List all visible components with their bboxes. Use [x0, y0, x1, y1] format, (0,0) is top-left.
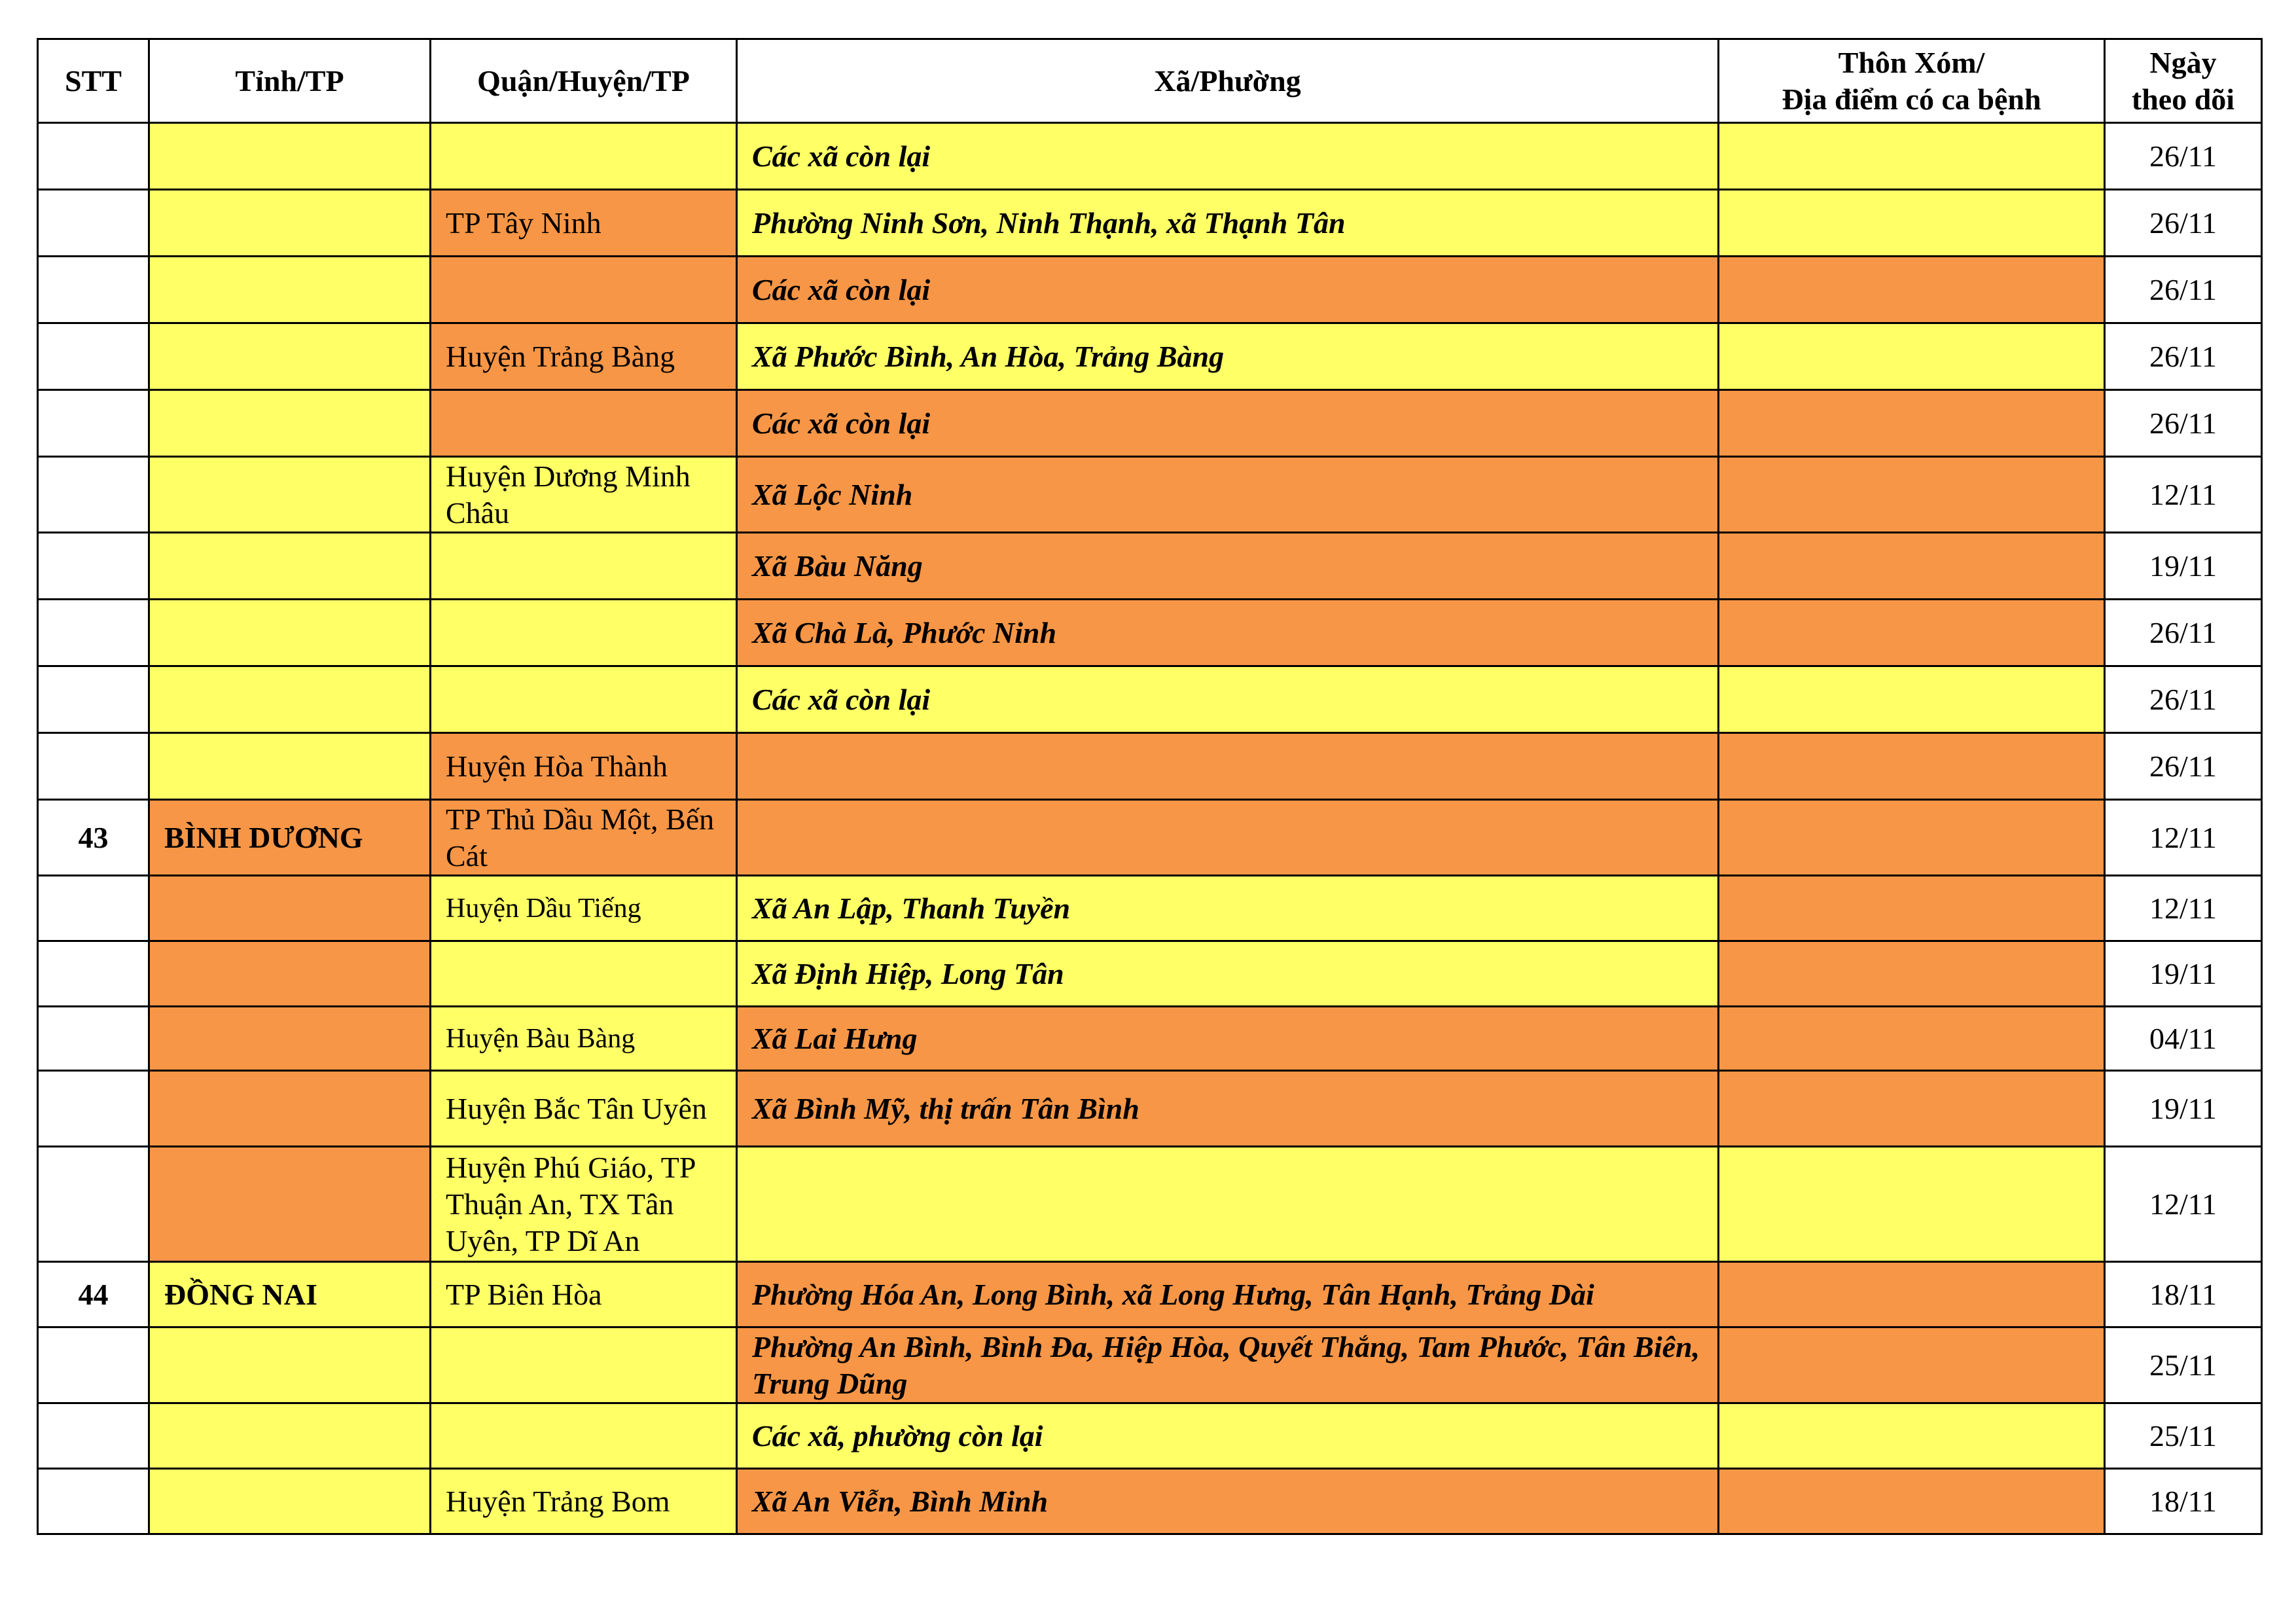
cell-hamlet — [1719, 457, 2105, 533]
cell-ward: Các xã còn lại — [737, 390, 1719, 457]
cell-province — [149, 390, 431, 457]
cell-hamlet — [1719, 1262, 2105, 1327]
cell-ward: Xã Chà Là, Phước Ninh — [737, 600, 1719, 666]
cell-province — [149, 1147, 431, 1262]
cell-province — [149, 533, 431, 600]
cell-stt: 43 — [38, 800, 149, 876]
table-body — [38, 123, 2262, 1534]
table-row — [38, 1403, 2262, 1469]
cell-date: 26/11 — [2105, 323, 2262, 390]
cell-hamlet — [1719, 941, 2105, 1007]
cell-province — [149, 1007, 431, 1071]
header-ward: Xã/Phường — [737, 39, 1719, 123]
cell-district — [431, 666, 737, 733]
cell-date: 26/11 — [2105, 600, 2262, 666]
cell-ward: Xã An Lập, Thanh Tuyền — [737, 876, 1719, 941]
cell-hamlet — [1719, 390, 2105, 457]
header-province: Tỉnh/TP — [149, 39, 431, 123]
cell-stt: 44 — [38, 1262, 149, 1327]
cell-date: 26/11 — [2105, 390, 2262, 457]
cell-province — [149, 123, 431, 190]
cell-date: 25/11 — [2105, 1327, 2262, 1403]
cell-hamlet — [1719, 1147, 2105, 1262]
cell-ward: Xã Lộc Ninh — [737, 457, 1719, 533]
table-row — [38, 1147, 2262, 1262]
cell-date: 19/11 — [2105, 533, 2262, 600]
cell-hamlet — [1719, 1007, 2105, 1071]
document-page — [37, 38, 2261, 1535]
header-date-line1: Ngày — [2149, 45, 2217, 79]
cell-province — [149, 257, 431, 323]
cell-date: 26/11 — [2105, 733, 2262, 800]
header-hamlet-line2: Địa điểm có ca bệnh — [1782, 82, 2041, 116]
table-row — [38, 1469, 2262, 1534]
cell-date: 25/11 — [2105, 1403, 2262, 1469]
cell-ward: Các xã còn lại — [737, 257, 1719, 323]
cell-stt — [38, 733, 149, 800]
cell-province — [149, 190, 431, 257]
cell-date: 26/11 — [2105, 257, 2262, 323]
table-row — [38, 1262, 2262, 1327]
cell-date: 19/11 — [2105, 1071, 2262, 1147]
header-hamlet — [1719, 39, 2105, 123]
cell-district: Huyện Bàu Bàng — [431, 1007, 737, 1071]
cell-date: 19/11 — [2105, 941, 2262, 1007]
cell-province — [149, 323, 431, 390]
cell-ward: Các xã, phường còn lại — [737, 1403, 1719, 1469]
cell-ward: Xã An Viễn, Bình Minh — [737, 1469, 1719, 1534]
cell-hamlet — [1719, 323, 2105, 390]
cell-hamlet — [1719, 1071, 2105, 1147]
cell-province — [149, 733, 431, 800]
cell-hamlet — [1719, 600, 2105, 666]
table-row — [38, 666, 2262, 733]
cell-district: TP Thủ Dầu Một, Bến Cát — [431, 800, 737, 876]
cell-district: TP Tây Ninh — [431, 190, 737, 257]
cell-district — [431, 390, 737, 457]
cell-district — [431, 257, 737, 323]
cell-district: Huyện Dương Minh Châu — [431, 457, 737, 533]
cell-district: Huyện Phú Giáo, TP Thuận An, TX Tân Uyên, TP Dĩ An — [431, 1147, 737, 1262]
cell-ward: Xã Định Hiệp, Long Tân — [737, 941, 1719, 1007]
cell-ward: Các xã còn lại — [737, 123, 1719, 190]
table-row — [38, 600, 2262, 666]
cell-ward: Các xã còn lại — [737, 666, 1719, 733]
header-stt: STT — [38, 39, 149, 123]
cell-district: Huyện Trảng Bàng — [431, 323, 737, 390]
cell-ward — [737, 800, 1719, 876]
cell-date: 26/11 — [2105, 123, 2262, 190]
cell-district: TP Biên Hòa — [431, 1262, 737, 1327]
cell-stt — [38, 941, 149, 1007]
cell-stt — [38, 1469, 149, 1534]
header-district: Quận/Huyện/TP — [431, 39, 737, 123]
header-hamlet-line1: Thôn Xóm/ — [1838, 45, 1985, 79]
cell-date: 12/11 — [2105, 800, 2262, 876]
cell-date: 18/11 — [2105, 1262, 2262, 1327]
cell-district: Huyện Dầu Tiếng — [431, 876, 737, 941]
cell-hamlet — [1719, 733, 2105, 800]
cell-hamlet — [1719, 123, 2105, 190]
cell-hamlet — [1719, 666, 2105, 733]
table-row — [38, 457, 2262, 533]
cell-district — [431, 941, 737, 1007]
cell-district — [431, 1327, 737, 1403]
cell-stt — [38, 1327, 149, 1403]
table-row — [38, 257, 2262, 323]
table-row — [38, 733, 2262, 800]
cell-district — [431, 123, 737, 190]
cell-ward — [737, 1147, 1719, 1262]
cell-province — [149, 1327, 431, 1403]
cell-hamlet — [1719, 190, 2105, 257]
cell-district: Huyện Hòa Thành — [431, 733, 737, 800]
cell-ward: Xã Lai Hưng — [737, 1007, 1719, 1071]
cell-district — [431, 600, 737, 666]
cell-stt — [38, 190, 149, 257]
cell-stt — [38, 600, 149, 666]
cell-stt — [38, 457, 149, 533]
cell-hamlet — [1719, 1403, 2105, 1469]
cell-province — [149, 1469, 431, 1534]
cell-hamlet — [1719, 257, 2105, 323]
cell-province — [149, 457, 431, 533]
cell-date: 12/11 — [2105, 876, 2262, 941]
table-header-row — [38, 39, 2262, 123]
cell-stt — [38, 666, 149, 733]
cell-hamlet — [1719, 1327, 2105, 1403]
header-date-line2: theo dõi — [2131, 82, 2235, 116]
cell-date: 26/11 — [2105, 666, 2262, 733]
cell-district: Huyện Trảng Bom — [431, 1469, 737, 1534]
cell-stt — [38, 533, 149, 600]
cell-stt — [38, 390, 149, 457]
cell-ward: Xã Phước Bình, An Hòa, Trảng Bàng — [737, 323, 1719, 390]
header-date — [2105, 39, 2262, 123]
cell-ward: Xã Bàu Năng — [737, 533, 1719, 600]
cell-hamlet — [1719, 533, 2105, 600]
cell-province: BÌNH DƯƠNG — [149, 800, 431, 876]
cell-hamlet — [1719, 876, 2105, 941]
table-row — [38, 941, 2262, 1007]
cell-ward: Xã Bình Mỹ, thị trấn Tân Bình — [737, 1071, 1719, 1147]
cell-province — [149, 1403, 431, 1469]
cell-province — [149, 1071, 431, 1147]
cell-ward: Phường Hóa An, Long Bình, xã Long Hưng, Tân Hạnh, Trảng Dài — [737, 1262, 1719, 1327]
table-row — [38, 390, 2262, 457]
cell-stt — [38, 123, 149, 190]
cell-province: ĐỒNG NAI — [149, 1262, 431, 1327]
cell-stt — [38, 1147, 149, 1262]
cell-date: 12/11 — [2105, 1147, 2262, 1262]
cell-province — [149, 876, 431, 941]
cell-date: 04/11 — [2105, 1007, 2262, 1071]
cell-stt — [38, 1071, 149, 1147]
table-row — [38, 1007, 2262, 1071]
cell-stt — [38, 323, 149, 390]
table-row — [38, 533, 2262, 600]
outbreak-table — [37, 38, 2263, 1535]
cell-stt — [38, 1403, 149, 1469]
cell-ward — [737, 733, 1719, 800]
cell-district — [431, 533, 737, 600]
cell-province — [149, 600, 431, 666]
cell-ward: Phường Ninh Sơn, Ninh Thạnh, xã Thạnh Tân — [737, 190, 1719, 257]
table-row — [38, 1327, 2262, 1403]
cell-hamlet — [1719, 800, 2105, 876]
cell-district — [431, 1403, 737, 1469]
cell-district: Huyện Bắc Tân Uyên — [431, 1071, 737, 1147]
cell-hamlet — [1719, 1469, 2105, 1534]
table-row — [38, 1071, 2262, 1147]
cell-stt — [38, 1007, 149, 1071]
cell-date: 12/11 — [2105, 457, 2262, 533]
table-row — [38, 123, 2262, 190]
cell-date: 26/11 — [2105, 190, 2262, 257]
cell-stt — [38, 257, 149, 323]
cell-ward: Phường An Bình, Bình Đa, Hiệp Hòa, Quyết Thắng, Tam Phước, Tân Biên, Trung Dũng — [737, 1327, 1719, 1403]
table-row — [38, 800, 2262, 876]
table-row — [38, 190, 2262, 257]
cell-province — [149, 666, 431, 733]
cell-stt — [38, 876, 149, 941]
table-row — [38, 876, 2262, 941]
table-row — [38, 323, 2262, 390]
cell-date: 18/11 — [2105, 1469, 2262, 1534]
cell-province — [149, 941, 431, 1007]
